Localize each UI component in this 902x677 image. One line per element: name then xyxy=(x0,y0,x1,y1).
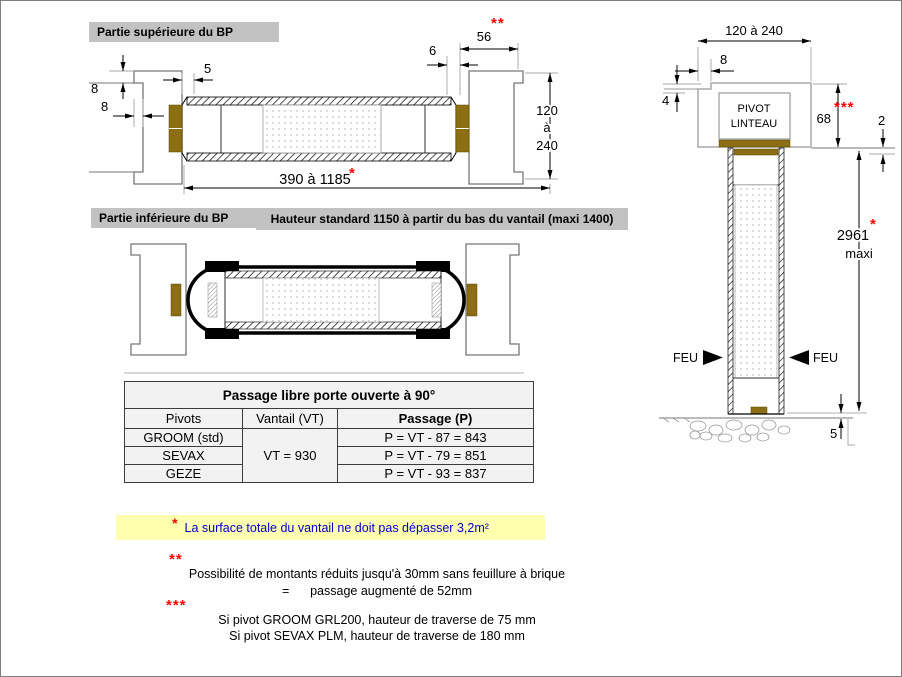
dim-label-2961: 2961 xyxy=(836,228,870,244)
note-montants-line1: Possibilité de montants réduits jusqu'à 30mm sans feuillure à brique xyxy=(188,567,566,581)
leaf-core-infill-vertical xyxy=(735,185,777,378)
upper-section-drawing xyxy=(86,13,566,205)
dim-label-offset-4: 4 xyxy=(662,93,670,108)
feu-label-left: FEU xyxy=(673,351,698,365)
feu-arrow-left-icon xyxy=(703,350,723,365)
passage-cell: P = VT - 79 = 851 xyxy=(338,447,534,465)
wall-finish-lines-left xyxy=(89,83,134,172)
dimension-frame-depth-56 xyxy=(460,15,518,69)
pivot-cell: GROOM (std) xyxy=(125,429,243,447)
dimension-lintel-height-68 xyxy=(813,84,855,147)
door-bottom-seal xyxy=(751,407,767,414)
star-single: * xyxy=(349,165,356,182)
section-header-standard-height: Hauteur standard 1150 à partir du bas du vantail (maxi 1400) xyxy=(256,208,628,230)
passage-table xyxy=(124,381,534,483)
dimension-lintel-offset-8 xyxy=(675,52,734,81)
pivot-clamp-bottom-left xyxy=(205,328,239,339)
star-height: * xyxy=(870,216,877,233)
vantail-value-cell: VT = 930 xyxy=(243,429,338,483)
table-row xyxy=(125,429,534,447)
dimension-door-height xyxy=(837,151,877,411)
dim-label-240: 240 xyxy=(536,138,558,153)
dimension-floor-gap-5 xyxy=(830,394,855,445)
lintel-seal xyxy=(719,140,790,147)
star-double: ** xyxy=(491,15,505,32)
pivot-clamp-bottom-right xyxy=(416,328,450,339)
section-header-upper-bp: Partie supérieure du BP xyxy=(89,22,279,42)
pivot-clamp-top-right xyxy=(416,261,450,272)
dim-label-8-side: 8 xyxy=(101,99,109,114)
lower-section-drawing xyxy=(121,239,526,379)
leaf-core-infill xyxy=(263,105,381,153)
passage-cell: P = VT - 87 = 843 xyxy=(338,429,534,447)
dim-label-a: à xyxy=(543,120,551,135)
door-leaf-horizontal-section xyxy=(182,97,456,161)
right-frame-profile xyxy=(469,71,523,184)
star-single-note: * xyxy=(172,514,178,531)
pivot-cell: GEZE xyxy=(125,465,243,483)
note-traverse-line1: Si pivot GROOM GRL200, hauteur de traverse de 75 mm xyxy=(218,613,536,627)
note-montants-line2: = passage augmenté de 52mm xyxy=(281,584,473,598)
table-title: Passage libre porte ouverte à 90° xyxy=(125,382,534,409)
pivot-linteau-box xyxy=(719,93,790,139)
dimension-top-gap-2 xyxy=(869,113,895,172)
dim-label-6: 6 xyxy=(429,43,437,58)
passage-cell: P = VT - 93 = 837 xyxy=(338,465,534,483)
dim-label-68: 68 xyxy=(816,111,831,126)
section-header-lower-bp: Partie inférieure du BP xyxy=(91,208,281,228)
star-triple: *** xyxy=(834,99,855,116)
dimension-lintel-width xyxy=(698,23,811,81)
dim-label-2: 2 xyxy=(878,113,886,128)
pivot-linteau-label-1: PIVOT xyxy=(737,103,771,115)
dim-label-390-1185: 390 à 1185 xyxy=(279,172,351,188)
col-header-vantail: Vantail (VT) xyxy=(243,409,338,429)
dimension-top-offset-8 xyxy=(91,55,133,99)
dim-label-offset-8: 8 xyxy=(720,52,728,67)
col-header-pivots: Pivots xyxy=(125,409,243,429)
ground-hatch xyxy=(663,418,790,442)
col-header-passage: Passage (P) xyxy=(338,409,534,429)
surface-warning-text: La surface totale du vantail ne doit pas dépasser 3,2m² xyxy=(184,520,489,535)
pivot-cell: SEVAX xyxy=(125,447,243,465)
leaf-core-infill-lower xyxy=(263,278,379,322)
dim-label-maxi: maxi xyxy=(845,246,873,261)
dimension-frame-width-range xyxy=(525,73,558,179)
door-leaf-vertical-section xyxy=(728,148,784,414)
dim-label-120: 120 xyxy=(536,103,558,118)
feu-arrow-right-icon xyxy=(789,350,809,365)
door-leaf-lower-section xyxy=(188,261,464,339)
dim-label-5-floor: 5 xyxy=(830,426,838,441)
star-double-note: ** xyxy=(169,551,183,568)
dim-label-8-top: 8 xyxy=(91,81,99,96)
note-traverse-line2: Si pivot SEVAX PLM, hauteur de traverse de 180 mm xyxy=(229,629,525,643)
dim-label-5: 5 xyxy=(204,61,212,76)
dim-label-lintel-width: 120 à 240 xyxy=(725,23,783,38)
vertical-section-drawing xyxy=(656,19,902,449)
pivot-linteau-label-2: LINTEAU xyxy=(730,118,778,130)
door-top-seal xyxy=(734,149,778,155)
surface-warning-note xyxy=(116,515,545,540)
dim-label-56: 56 xyxy=(476,29,492,44)
pivot-clamp-top-left xyxy=(205,261,239,272)
feu-label-right: FEU xyxy=(813,351,838,365)
star-triple-note: *** xyxy=(166,597,187,614)
